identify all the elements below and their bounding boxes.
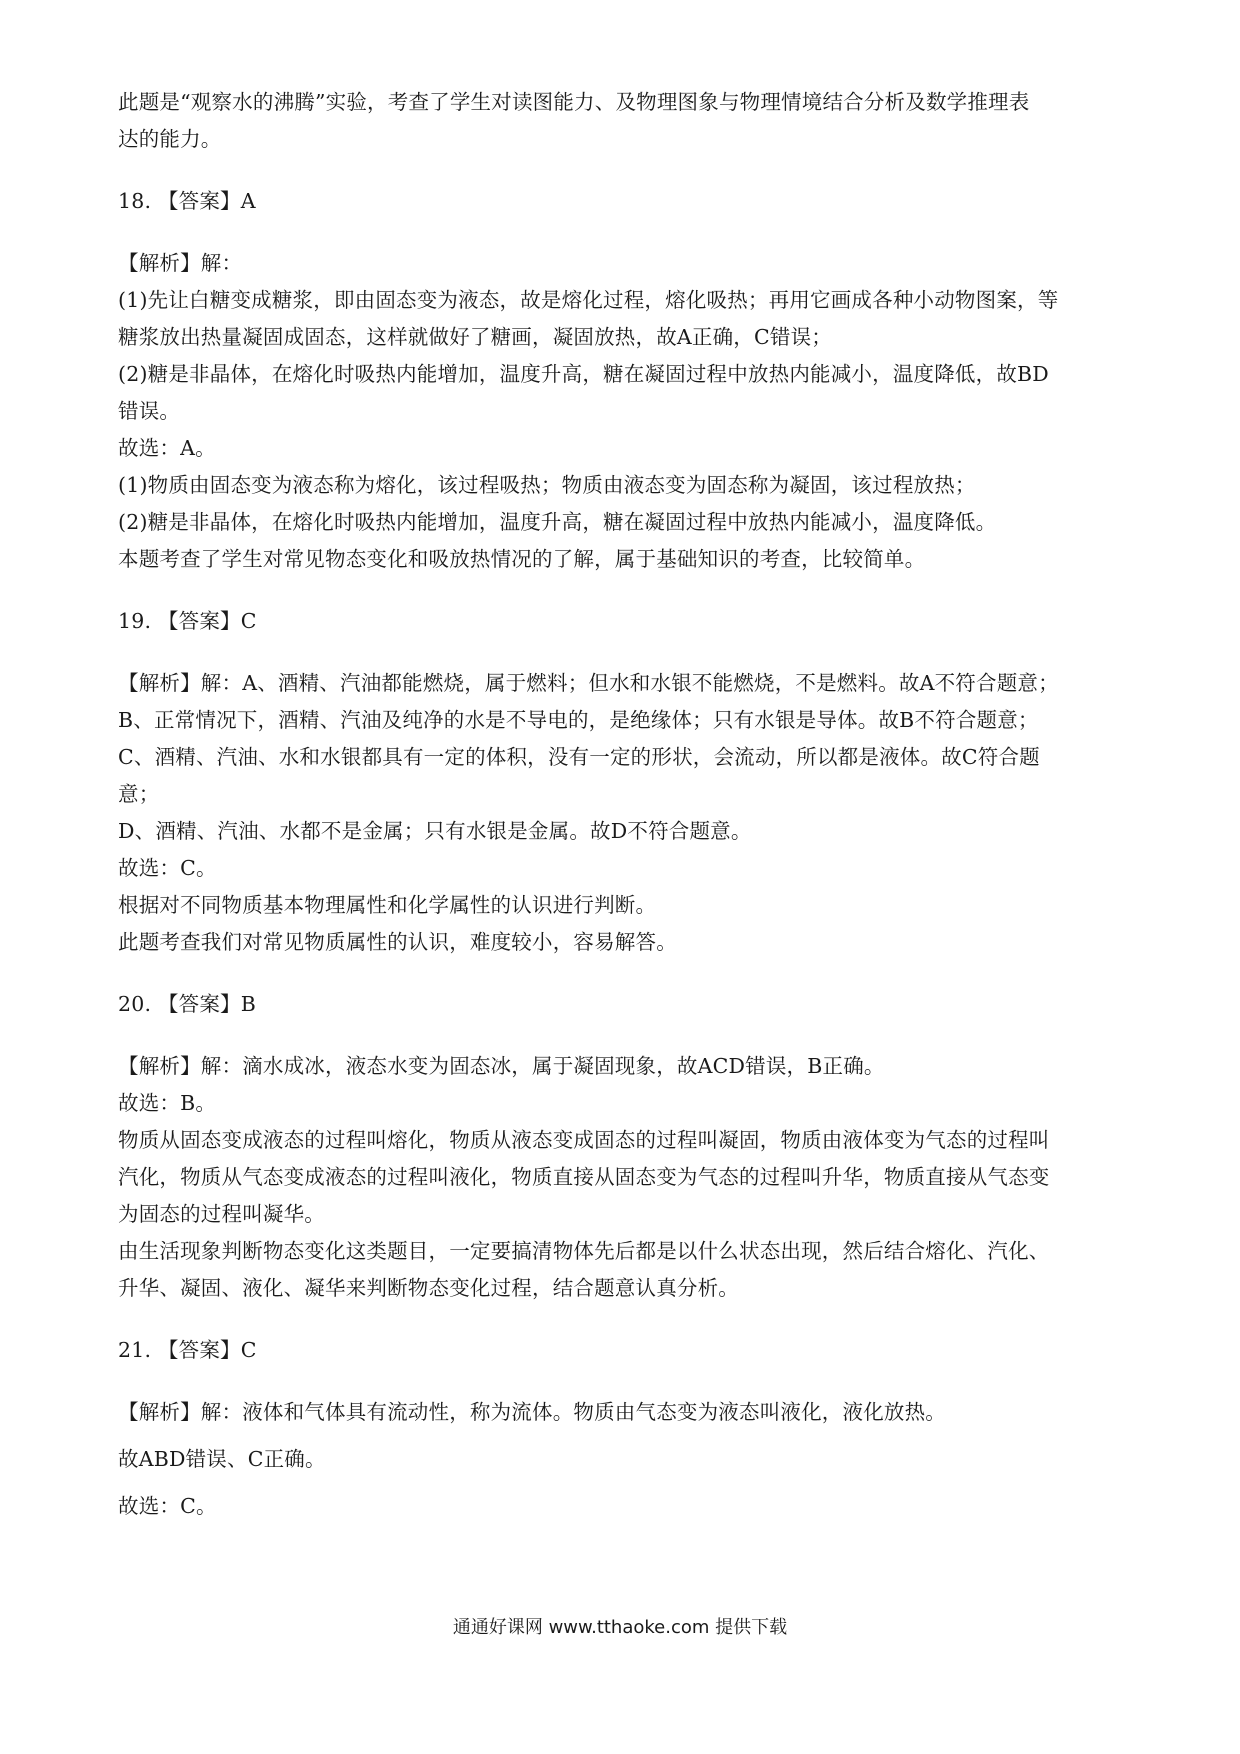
answer-heading-18: 18. 【答案】A: [118, 189, 256, 213]
spacer: [118, 1478, 1128, 1488]
analysis-heading-21: 【解析】解：液体和气体具有流动性，称为流体。物质由气态变为液态叫液化，液化放热。: [118, 1400, 946, 1424]
text-line: 意；: [118, 782, 160, 806]
text-line: 汽化，物质从气态变成液态的过程叫液化，物质直接从固态变为气态的过程叫升华，物质直接从气态变: [118, 1165, 1050, 1189]
text-line: 由生活现象判断物态变化这类题目，一定要搞清物体先后都是以什么状态出现，然后结合熔化、汽化、: [118, 1239, 1050, 1263]
answer-heading-19: 19. 【答案】C: [118, 609, 257, 633]
text-line: 根据对不同物质基本物理属性和化学属性的认识进行判断。: [118, 893, 657, 917]
text-line: C、酒精、汽油、水和水银都具有一定的体积，没有一定的形状，会流动，所以都是液体。故C符合题: [118, 745, 1040, 769]
text-line: 物质从固态变成液态的过程叫熔化，物质从液态变成固态的过程叫凝固，物质由液体变为气态的过程叫: [118, 1128, 1050, 1152]
text-line: 故ABD错误、C正确。: [118, 1447, 326, 1471]
answer-heading-21: 21. 【答案】C: [118, 1338, 257, 1362]
answer-heading-20: 20. 【答案】B: [118, 992, 256, 1016]
text-line: 故选：C。: [118, 1494, 217, 1518]
text-line: (1)先让白糖变成糖浆，即由固态变为液态，故是熔化过程，熔化吸热；再用它画成各种小动物图案，等: [118, 288, 1059, 312]
text-line: 为固态的过程叫凝华。: [118, 1202, 325, 1226]
spacer: [118, 158, 1128, 183]
spacer: [118, 1023, 1128, 1048]
text-line: 此题考查我们对常见物质属性的认识，难度较小，容易解答。: [118, 930, 677, 954]
spacer: [118, 961, 1128, 986]
text-line: D、酒精、汽油、水都不是金属；只有水银是金属。故D不符合题意。: [118, 819, 752, 843]
text-line: 升华、凝固、液化、凝华来判断物态变化过程，结合题意认真分析。: [118, 1276, 739, 1300]
page-footer: 通通好课网 www.tthaoke.com 提供下载: [452, 1617, 788, 1638]
text-line: (2)糖是非晶体，在熔化时吸热内能增加，温度升高，糖在凝固过程中放热内能减小，温度降低，故BD: [118, 362, 1049, 386]
text-line: 故选：B。: [118, 1091, 217, 1115]
text-line: (2)糖是非晶体，在熔化时吸热内能增加，温度升高，糖在凝固过程中放热内能减小，温度降低。: [118, 510, 997, 534]
text-line: 错误。: [118, 399, 181, 423]
spacer: [118, 1369, 1128, 1394]
text-line: 达的能力。: [118, 127, 222, 151]
analysis-heading-20: 【解析】解：滴水成冰，液态水变为固态冰，属于凝固现象，故ACD错误，B正确。: [118, 1054, 885, 1078]
text-line: 故选：C。: [118, 856, 217, 880]
text-line: 故选：A。: [118, 436, 216, 460]
spacer: [118, 220, 1128, 245]
text-line: B、正常情况下，酒精、汽油及纯净的水是不导电的，是绝缘体；只有水银是导体。故B不符合题意；: [118, 708, 1039, 732]
text-line: (1)物质由固态变为液态称为熔化，该过程吸热；物质由液态变为固态称为凝固，该过程放热；: [118, 473, 976, 497]
spacer: [118, 1307, 1128, 1332]
document-body: [118, 84, 1128, 1525]
spacer: [118, 640, 1128, 665]
text-line: 糖浆放出热量凝固成固态，这样就做好了糖画，凝固放热，故A正确，C错误；: [118, 325, 832, 349]
text-line: 此题是“观察水的沸腾”实验，考查了学生对读图能力、及物理图象与物理情境结合分析及数学推理表: [118, 90, 1030, 114]
analysis-heading-18: 【解析】解：: [118, 251, 243, 275]
spacer: [118, 578, 1128, 603]
analysis-heading-19: 【解析】解：A、酒精、汽油都能燃烧，属于燃料；但水和水银不能燃烧，不是燃料。故A不符合题意；: [118, 671, 1059, 695]
spacer: [118, 1431, 1128, 1441]
text-line: 本题考查了学生对常见物态变化和吸放热情况的了解，属于基础知识的考查，比较简单。: [118, 547, 926, 571]
